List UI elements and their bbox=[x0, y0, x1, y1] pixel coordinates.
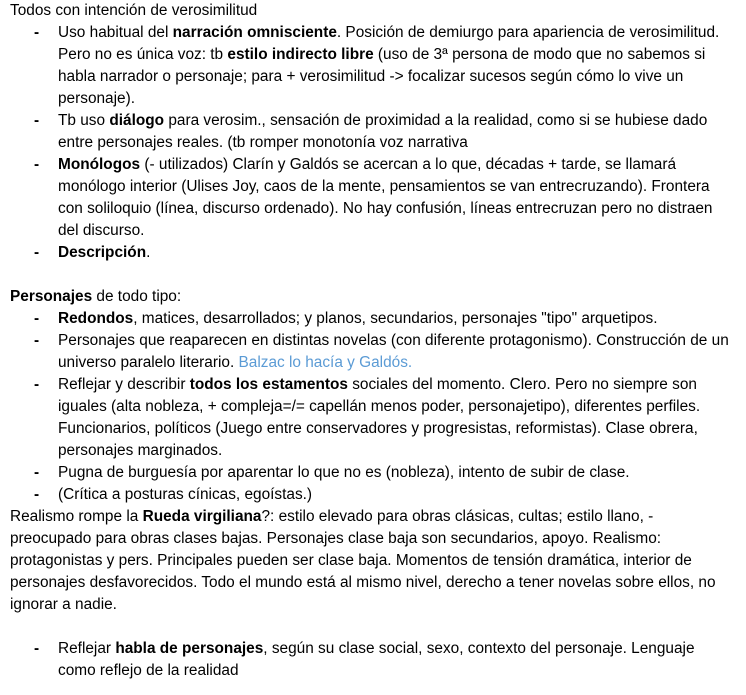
bold-term: estilo indirecto libre bbox=[227, 46, 374, 63]
text-run: Reflejar y describir bbox=[58, 376, 190, 393]
bold-term: Descripción bbox=[58, 244, 147, 261]
text-run: . bbox=[146, 244, 151, 261]
list-item bbox=[10, 462, 736, 484]
text-run: Tb uso bbox=[58, 112, 110, 129]
list-item bbox=[10, 22, 736, 110]
bold-term: todos los estamentos bbox=[189, 376, 348, 393]
bold-term: narración omnisciente bbox=[172, 24, 337, 41]
text-run: (uso de 3ª persona de modo que no sabemos si habla narrador o personaje; para + verosimilitud -> focalizar sucesos según cómo lo vive un personaje). bbox=[58, 46, 706, 107]
list-item bbox=[10, 154, 736, 242]
dash-bullet: - bbox=[34, 112, 40, 129]
text-run: Personajes que reaparecen en distintas novelas (con diferente protagonismo). Construcción de un universo paralelo literario. bbox=[58, 332, 729, 371]
dash-bullet: - bbox=[34, 156, 40, 173]
section1-intro: Todos con intención de verosimilitud bbox=[10, 2, 258, 19]
text-run: (- utilizados) Clarín y Galdós se acercan a lo que, décadas + tarde, se llamará monólogo interior (Ulises Joy, caos de la mente, pensamientos se van entrecruzando). Frontera con soliloquio (línea, discurso ordenado). No hay confusión, líneas entrecruzan pero no distraen del discurso. bbox=[58, 156, 713, 239]
blank-line bbox=[10, 616, 736, 638]
list-item-text bbox=[58, 112, 707, 151]
dash-bullet: - bbox=[34, 310, 40, 327]
list-item-text bbox=[58, 332, 729, 371]
section2-intro-bold: Personajes bbox=[10, 288, 93, 305]
list-item-text bbox=[58, 464, 630, 481]
section4-list bbox=[10, 638, 736, 682]
list-item-text bbox=[58, 244, 150, 261]
highlighted-note: Balzac lo hacía y Galdós. bbox=[238, 354, 413, 371]
list-item bbox=[10, 484, 736, 506]
section2-intro bbox=[10, 286, 736, 308]
list-item-text bbox=[58, 310, 657, 327]
text-run: Reflejar bbox=[58, 640, 116, 657]
dash-bullet: - bbox=[34, 332, 40, 349]
list-item bbox=[10, 308, 736, 330]
section2-intro-rest: de todo tipo: bbox=[92, 288, 182, 305]
dash-bullet: - bbox=[34, 24, 40, 41]
dash-bullet: - bbox=[34, 376, 40, 393]
list-item-text bbox=[58, 376, 700, 459]
dash-bullet: - bbox=[34, 464, 40, 481]
list-item-text bbox=[58, 640, 695, 679]
list-item bbox=[10, 242, 736, 264]
section1-list bbox=[10, 22, 736, 264]
list-item bbox=[10, 374, 736, 462]
section3-paragraph bbox=[10, 506, 736, 616]
list-item-text bbox=[58, 486, 312, 503]
bold-term: habla de personajes bbox=[115, 640, 264, 657]
list-item bbox=[10, 110, 736, 154]
section2-list bbox=[10, 308, 736, 506]
dash-bullet: - bbox=[34, 244, 40, 261]
dash-bullet: - bbox=[34, 640, 40, 657]
text-run: para verosim., sensación de proximidad a la realidad, como si se hubiese dado entre personajes reales. (tb romper monotonía voz narrativa bbox=[58, 112, 708, 151]
text-run: Pugna de burguesía por aparentar lo que no es (nobleza), intento de subir de clase. bbox=[58, 464, 630, 481]
text-run: ?: estilo elevado para obras clásicas, cultas; estilo llano, - preocupado para obras clases bajas. Personajes clase baja son secundarios, apoyo. Realismo: protagonistas y pers. Principales pueden ser clase baja. Momentos de tensión dramática, interior de personajes desfavorecidos. Todo el mundo está al mismo nivel, derecho a tener novelas sobre ellos, no ignorar a nadie. bbox=[10, 508, 716, 613]
list-item bbox=[10, 638, 736, 682]
bold-term: Rueda virgiliana bbox=[142, 508, 262, 525]
bold-term: Redondos bbox=[58, 310, 134, 327]
text-run: , matices, desarrollados; y planos, secundarios, personajes "tipo" arquetipos. bbox=[133, 310, 658, 327]
text-run: . Posición de demiurgo para apariencia de verosimilitud. Pero no es única voz: tb bbox=[58, 24, 720, 63]
bold-term: Monólogos bbox=[58, 156, 141, 173]
list-item-text bbox=[58, 24, 719, 107]
bold-term: diálogo bbox=[109, 112, 165, 129]
list-item bbox=[10, 330, 736, 374]
text-run: (Crítica a posturas cínicas, egoístas.) bbox=[58, 486, 313, 503]
text-run: sociales del momento. Clero. Pero no siempre son iguales (alta nobleza, + compleja=/= capellán menos poder, personajetipo), diferentes perfiles. Funcionarios, políticos (Juego entre conservadores y progresistas, reformistas). Clase obrera, personajes marginados. bbox=[58, 376, 701, 459]
dash-bullet: - bbox=[34, 486, 40, 503]
list-item-text bbox=[58, 156, 713, 239]
blank-line bbox=[10, 264, 736, 286]
text-run: Realismo rompe la bbox=[10, 508, 143, 525]
text-run: , según su clase social, sexo, contexto del personaje. Lenguaje como reflejo de la realidad bbox=[58, 640, 695, 679]
text-run: Uso habitual del bbox=[58, 24, 173, 41]
